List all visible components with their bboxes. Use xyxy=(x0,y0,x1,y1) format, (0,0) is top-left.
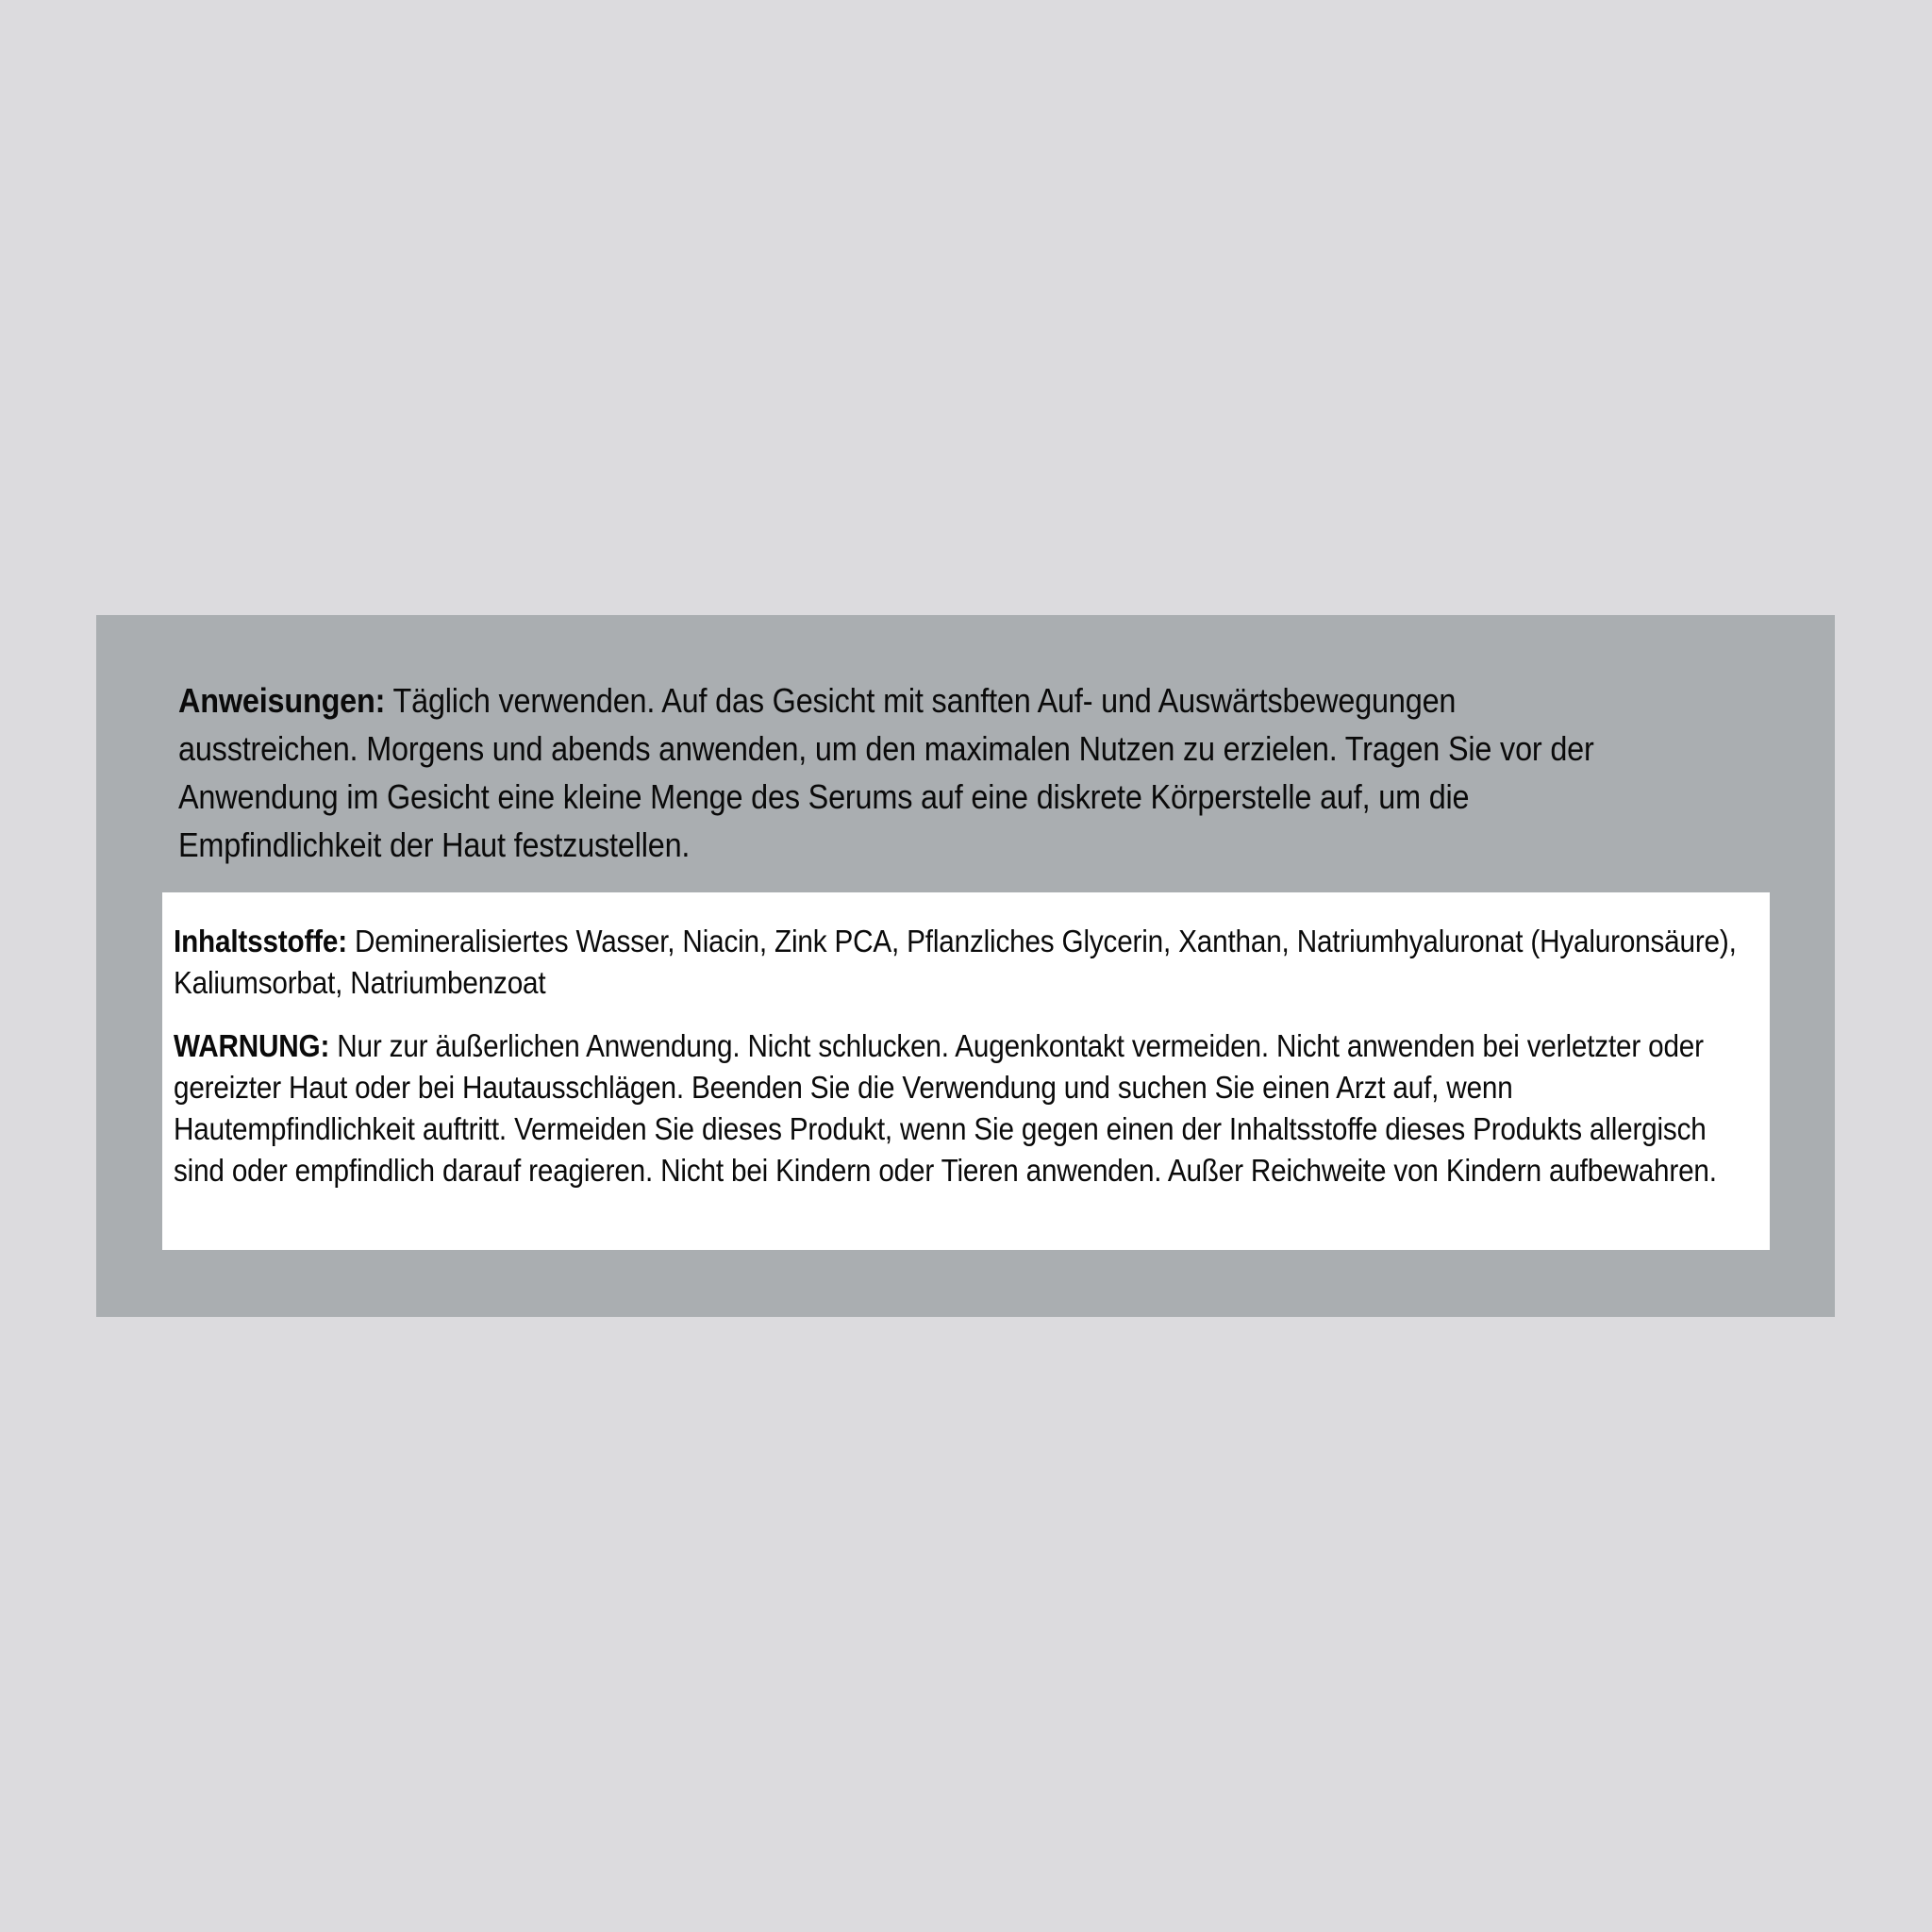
label-panel xyxy=(96,615,1835,1317)
warning-paragraph xyxy=(174,1025,1753,1191)
warning-heading: WARNUNG: xyxy=(174,1028,330,1063)
directions-text: Täglich verwenden. Auf das Gesicht mit sanften Auf- und Auswärtsbewegungen ausstreichen. Morgens und abends anwenden, um den maximalen Nutzen zu erzielen. Tragen Sie vor der Anwendung im Gesicht eine kleine Menge des Serums auf eine diskrete Körperstelle auf, um die Empfindlichkeit der Haut festzustellen. xyxy=(178,681,1594,864)
info-content xyxy=(174,921,1753,1191)
ingredients-paragraph xyxy=(174,921,1753,1004)
ingredients-warning-box xyxy=(162,892,1770,1250)
warning-text: Nur zur äußerlichen Anwendung. Nicht schlucken. Augenkontakt vermeiden. Nicht anwenden bei verletzter oder gereizter Haut oder bei Hautausschlägen. Beenden Sie die Verwendung und suchen Sie einen Arzt auf, wenn Hautempfindlichkeit auftritt. Vermeiden Sie dieses Produkt, wenn Sie gegen einen der Inhaltsstoffe dieses Produkts allergisch sind oder empfindlich darauf reagieren. Nicht bei Kindern oder Tieren anwenden. Außer Reichweite von Kindern aufbewahren. xyxy=(174,1028,1717,1188)
directions-paragraph xyxy=(178,676,1639,869)
ingredients-heading: Inhaltsstoffe: xyxy=(174,924,347,958)
ingredients-text: Demineralisiertes Wasser, Niacin, Zink PCA, Pflanzliches Glycerin, Xanthan, Natriumhyaluronat (Hyaluronsäure), Kaliumsorbat, Natriumbenzoat xyxy=(174,924,1737,1000)
directions-heading: Anweisungen: xyxy=(178,681,386,720)
